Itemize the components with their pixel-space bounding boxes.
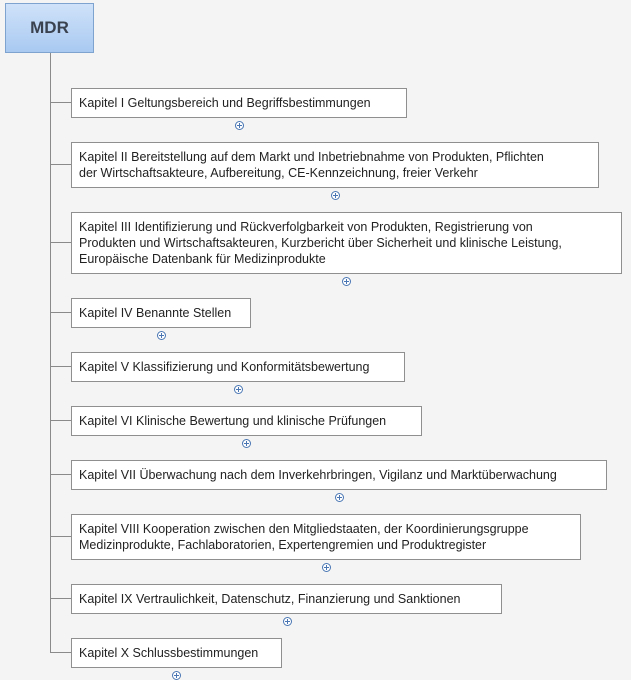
connector-branch xyxy=(50,474,71,475)
connector-branch xyxy=(50,164,71,165)
root-topic-mdr[interactable] xyxy=(5,3,94,53)
topic-label: Kapitel V Klassifizierung und Konformitätsbewertung xyxy=(79,360,370,374)
topic-label: Kapitel I Geltungsbereich und Begriffsbestimmungen xyxy=(79,96,371,110)
topic-label: Kapitel VII Überwachung nach dem Inverkehrbringen, Vigilanz und Marktüberwachung xyxy=(79,468,557,482)
expand-plus-icon[interactable] xyxy=(335,493,344,502)
expand-plus-icon[interactable] xyxy=(331,191,340,200)
expand-plus-icon[interactable] xyxy=(342,277,351,286)
connector-trunk xyxy=(50,53,51,653)
connector-branch xyxy=(50,102,71,103)
connector-branch xyxy=(50,242,71,243)
expand-plus-icon[interactable] xyxy=(172,671,181,680)
expand-plus-icon[interactable] xyxy=(234,385,243,394)
topic-chapter-8[interactable] xyxy=(71,514,581,560)
topic-label: Kapitel X Schlussbestimmungen xyxy=(79,646,259,660)
topic-chapter-6[interactable] xyxy=(71,406,422,436)
connector-branch xyxy=(50,420,71,421)
topic-label: Kapitel VIII Kooperation zwischen den Mitgliedstaaten, der Koordinierungsgruppe Medizinprodukte, Fachlaboratorien, Expertengremien und Produktregister xyxy=(79,522,529,552)
connector-branch xyxy=(50,536,71,537)
topic-label: Kapitel IV Benannte Stellen xyxy=(79,306,232,320)
expand-plus-icon[interactable] xyxy=(157,331,166,340)
topic-chapter-5[interactable] xyxy=(71,352,405,382)
topic-chapter-1[interactable] xyxy=(71,88,407,118)
expand-plus-icon[interactable] xyxy=(283,617,292,626)
expand-plus-icon[interactable] xyxy=(322,563,331,572)
topic-label: Kapitel III Identifizierung und Rückverfolgbarkeit von Produkten, Registrierung von Produkten und Wirtschaftsakteuren, Kurzbericht über Sicherheit und klinische Leistung, Europäische Datenbank für Medizinprodukte xyxy=(79,220,562,266)
topic-chapter-9[interactable] xyxy=(71,584,502,614)
topic-chapter-3[interactable] xyxy=(71,212,622,274)
connector-branch xyxy=(50,312,71,313)
expand-plus-icon[interactable] xyxy=(242,439,251,448)
connector-branch xyxy=(50,652,71,653)
connector-branch xyxy=(50,598,71,599)
expand-plus-icon[interactable] xyxy=(235,121,244,130)
topic-label: Kapitel VI Klinische Bewertung und klinische Prüfungen xyxy=(79,414,387,428)
topic-chapter-4[interactable] xyxy=(71,298,251,328)
topic-chapter-7[interactable] xyxy=(71,460,607,490)
root-topic-label: MDR xyxy=(30,18,69,37)
topic-label: Kapitel IX Vertraulichkeit, Datenschutz, Finanzierung und Sanktionen xyxy=(79,592,461,606)
connector-branch xyxy=(50,366,71,367)
topic-label: Kapitel II Bereitstellung auf dem Markt und Inbetriebnahme von Produkten, Pflichten der Wirtschaftsakteure, Aufbereitung, CE-Kennzeichnung, freier Verkehr xyxy=(79,150,544,180)
topic-chapter-10[interactable] xyxy=(71,638,282,668)
topic-chapter-2[interactable] xyxy=(71,142,599,188)
